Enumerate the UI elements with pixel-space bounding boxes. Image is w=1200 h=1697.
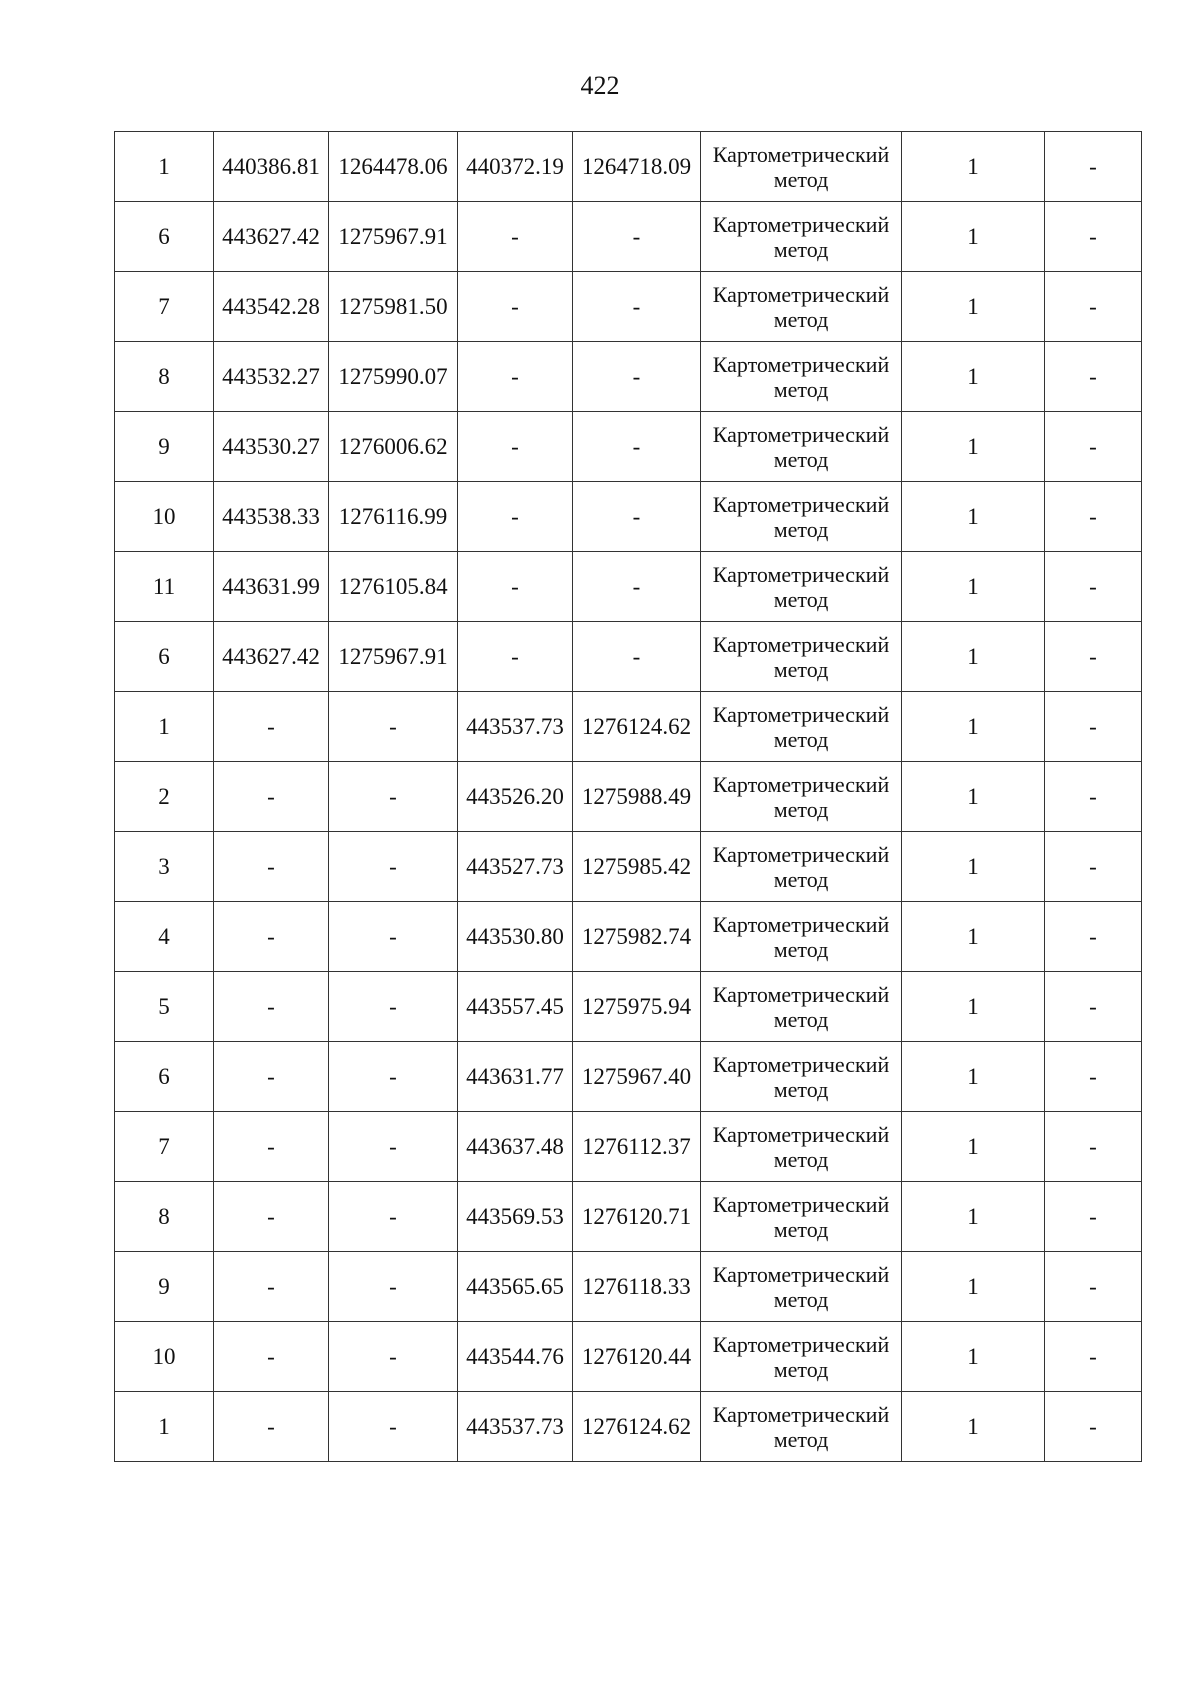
note-cell: - [1045, 622, 1142, 692]
existing-y-cell: 1276105.84 [329, 552, 458, 622]
accuracy-cell: 1 [902, 552, 1045, 622]
table-row [115, 1042, 1142, 1112]
existing-x-cell: 443627.42 [214, 202, 329, 272]
table-row [115, 972, 1142, 1042]
existing-x-cell: - [214, 972, 329, 1042]
new-y-cell: 1264718.09 [573, 132, 701, 202]
accuracy-cell: 1 [902, 272, 1045, 342]
accuracy-cell: 1 [902, 902, 1045, 972]
new-x-cell: - [458, 412, 573, 482]
existing-y-cell: 1275981.50 [329, 272, 458, 342]
existing-y-cell: 1276006.62 [329, 412, 458, 482]
existing-x-cell: - [214, 1042, 329, 1112]
existing-x-cell: 443530.27 [214, 412, 329, 482]
existing-x-cell: - [214, 1112, 329, 1182]
existing-x-cell: 443538.33 [214, 482, 329, 552]
table-row [115, 692, 1142, 762]
method-line-2: метод [773, 1356, 829, 1382]
note-cell: - [1045, 1182, 1142, 1252]
accuracy-cell: 1 [902, 622, 1045, 692]
accuracy-cell: 1 [902, 412, 1045, 482]
existing-x-cell: 443532.27 [214, 342, 329, 412]
table-row [115, 202, 1142, 272]
existing-y-cell: - [329, 832, 458, 902]
new-x-cell: 443557.45 [458, 972, 573, 1042]
method-line-2: метод [773, 516, 829, 542]
page-number: 422 [580, 71, 620, 100]
method-cell [701, 1392, 902, 1462]
accuracy-cell: 1 [902, 692, 1045, 762]
method-line-2: метод [773, 1146, 829, 1172]
table-row [115, 412, 1142, 482]
existing-y-cell: - [329, 972, 458, 1042]
existing-y-cell: 1264478.06 [329, 132, 458, 202]
note-cell: - [1045, 412, 1142, 482]
new-x-cell: - [458, 202, 573, 272]
method-line-1: Картометрический [712, 1191, 890, 1217]
note-cell: - [1045, 1322, 1142, 1392]
table-row [115, 622, 1142, 692]
point-number-cell: 9 [115, 412, 214, 482]
accuracy-cell: 1 [902, 482, 1045, 552]
new-y-cell: 1275985.42 [573, 832, 701, 902]
accuracy-cell: 1 [902, 972, 1045, 1042]
existing-y-cell: - [329, 692, 458, 762]
existing-y-cell: 1275967.91 [329, 202, 458, 272]
method-cell [701, 272, 902, 342]
existing-y-cell: - [329, 1252, 458, 1322]
existing-y-cell: - [329, 1112, 458, 1182]
new-y-cell: 1275967.40 [573, 1042, 701, 1112]
new-x-cell: 443569.53 [458, 1182, 573, 1252]
point-number-cell: 2 [115, 762, 214, 832]
accuracy-cell: 1 [902, 342, 1045, 412]
new-y-cell: 1276120.44 [573, 1322, 701, 1392]
table-row [115, 552, 1142, 622]
point-number-cell: 10 [115, 482, 214, 552]
method-line-1: Картометрический [712, 211, 890, 237]
note-cell: - [1045, 1392, 1142, 1462]
new-x-cell: 443537.73 [458, 1392, 573, 1462]
point-number-cell: 1 [115, 1392, 214, 1462]
method-cell [701, 552, 902, 622]
point-number-cell: 6 [115, 202, 214, 272]
note-cell: - [1045, 132, 1142, 202]
existing-x-cell: - [214, 762, 329, 832]
new-x-cell: - [458, 622, 573, 692]
method-line-1: Картометрический [712, 421, 890, 447]
existing-x-cell: - [214, 1392, 329, 1462]
method-line-2: метод [773, 1216, 829, 1242]
method-line-2: метод [773, 586, 829, 612]
new-y-cell: 1276112.37 [573, 1112, 701, 1182]
method-cell [701, 132, 902, 202]
note-cell: - [1045, 1252, 1142, 1322]
accuracy-cell: 1 [902, 1042, 1045, 1112]
method-line-2: метод [773, 166, 829, 192]
table-row [115, 1252, 1142, 1322]
new-y-cell: 1275988.49 [573, 762, 701, 832]
point-number-cell: 8 [115, 1182, 214, 1252]
new-y-cell: 1276120.71 [573, 1182, 701, 1252]
table-row [115, 1112, 1142, 1182]
new-x-cell: 443631.77 [458, 1042, 573, 1112]
table-body [115, 132, 1142, 1462]
method-line-2: метод [773, 1076, 829, 1102]
new-y-cell: - [573, 552, 701, 622]
new-x-cell: 443527.73 [458, 832, 573, 902]
method-line-2: метод [773, 1426, 829, 1452]
table-row [115, 1182, 1142, 1252]
new-y-cell: - [573, 622, 701, 692]
note-cell: - [1045, 202, 1142, 272]
method-line-1: Картометрический [712, 771, 890, 797]
new-x-cell: 443565.65 [458, 1252, 573, 1322]
method-cell [701, 1322, 902, 1392]
new-y-cell: 1276118.33 [573, 1252, 701, 1322]
method-cell [701, 622, 902, 692]
table-row [115, 272, 1142, 342]
method-cell [701, 342, 902, 412]
existing-x-cell: 443542.28 [214, 272, 329, 342]
accuracy-cell: 1 [902, 1112, 1045, 1182]
new-y-cell: 1276124.62 [573, 692, 701, 762]
method-cell [701, 1112, 902, 1182]
new-y-cell: - [573, 342, 701, 412]
table-row [115, 902, 1142, 972]
new-x-cell: - [458, 342, 573, 412]
new-x-cell: - [458, 272, 573, 342]
new-y-cell: - [573, 272, 701, 342]
table-row [115, 832, 1142, 902]
method-line-1: Картометрический [712, 491, 890, 517]
method-line-1: Картометрический [712, 1121, 890, 1147]
point-number-cell: 3 [115, 832, 214, 902]
method-line-2: метод [773, 1006, 829, 1032]
new-y-cell: 1276124.62 [573, 1392, 701, 1462]
new-x-cell: 443530.80 [458, 902, 573, 972]
method-line-2: метод [773, 446, 829, 472]
existing-x-cell: - [214, 1182, 329, 1252]
method-cell [701, 692, 902, 762]
point-number-cell: 7 [115, 272, 214, 342]
method-line-2: метод [773, 796, 829, 822]
existing-y-cell: 1275990.07 [329, 342, 458, 412]
note-cell: - [1045, 272, 1142, 342]
accuracy-cell: 1 [902, 832, 1045, 902]
note-cell: - [1045, 762, 1142, 832]
point-number-cell: 9 [115, 1252, 214, 1322]
method-cell [701, 202, 902, 272]
method-line-2: метод [773, 306, 829, 332]
existing-x-cell: 443627.42 [214, 622, 329, 692]
method-line-2: метод [773, 236, 829, 262]
note-cell: - [1045, 482, 1142, 552]
method-line-1: Картометрический [712, 1401, 890, 1427]
point-number-cell: 7 [115, 1112, 214, 1182]
existing-y-cell: - [329, 902, 458, 972]
point-number-cell: 6 [115, 622, 214, 692]
method-line-2: метод [773, 376, 829, 402]
existing-x-cell: 443631.99 [214, 552, 329, 622]
method-line-1: Картометрический [712, 1261, 890, 1287]
method-line-1: Картометрический [712, 281, 890, 307]
point-number-cell: 4 [115, 902, 214, 972]
new-x-cell: - [458, 552, 573, 622]
existing-y-cell: 1276116.99 [329, 482, 458, 552]
new-y-cell: 1275982.74 [573, 902, 701, 972]
new-x-cell: 443637.48 [458, 1112, 573, 1182]
new-x-cell: - [458, 482, 573, 552]
existing-y-cell: - [329, 1392, 458, 1462]
method-line-2: метод [773, 936, 829, 962]
method-line-1: Картометрический [712, 631, 890, 657]
coordinates-table [114, 131, 1142, 1462]
point-number-cell: 11 [115, 552, 214, 622]
method-cell [701, 902, 902, 972]
method-line-1: Картометрический [712, 1331, 890, 1357]
existing-y-cell: - [329, 1182, 458, 1252]
method-cell [701, 1042, 902, 1112]
new-y-cell: - [573, 482, 701, 552]
note-cell: - [1045, 1112, 1142, 1182]
existing-y-cell: - [329, 762, 458, 832]
new-y-cell: - [573, 202, 701, 272]
note-cell: - [1045, 552, 1142, 622]
note-cell: - [1045, 902, 1142, 972]
point-number-cell: 6 [115, 1042, 214, 1112]
method-line-1: Картометрический [712, 981, 890, 1007]
existing-x-cell: - [214, 902, 329, 972]
method-line-1: Картометрический [712, 911, 890, 937]
accuracy-cell: 1 [902, 762, 1045, 832]
note-cell: - [1045, 692, 1142, 762]
table-row [115, 1322, 1142, 1392]
method-line-2: метод [773, 866, 829, 892]
new-x-cell: 443544.76 [458, 1322, 573, 1392]
note-cell: - [1045, 832, 1142, 902]
method-cell [701, 1252, 902, 1322]
method-line-1: Картометрический [712, 1051, 890, 1077]
method-cell [701, 1182, 902, 1252]
existing-y-cell: - [329, 1322, 458, 1392]
accuracy-cell: 1 [902, 1392, 1045, 1462]
new-x-cell: 440372.19 [458, 132, 573, 202]
accuracy-cell: 1 [902, 202, 1045, 272]
accuracy-cell: 1 [902, 1252, 1045, 1322]
method-cell [701, 412, 902, 482]
point-number-cell: 10 [115, 1322, 214, 1392]
table-row [115, 1392, 1142, 1462]
table-row [115, 342, 1142, 412]
new-y-cell: 1275975.94 [573, 972, 701, 1042]
method-cell [701, 482, 902, 552]
table-row [115, 482, 1142, 552]
accuracy-cell: 1 [902, 1322, 1045, 1392]
existing-y-cell: 1275967.91 [329, 622, 458, 692]
note-cell: - [1045, 1042, 1142, 1112]
table-row [115, 132, 1142, 202]
method-line-2: метод [773, 726, 829, 752]
method-cell [701, 762, 902, 832]
table-row [115, 762, 1142, 832]
accuracy-cell: 1 [902, 1182, 1045, 1252]
existing-y-cell: - [329, 1042, 458, 1112]
method-line-1: Картометрический [712, 841, 890, 867]
existing-x-cell: - [214, 692, 329, 762]
point-number-cell: 1 [115, 692, 214, 762]
accuracy-cell: 1 [902, 132, 1045, 202]
point-number-cell: 8 [115, 342, 214, 412]
existing-x-cell: - [214, 1252, 329, 1322]
method-line-1: Картометрический [712, 701, 890, 727]
note-cell: - [1045, 972, 1142, 1042]
existing-x-cell: - [214, 1322, 329, 1392]
new-x-cell: 443537.73 [458, 692, 573, 762]
method-cell [701, 832, 902, 902]
method-line-2: метод [773, 1286, 829, 1312]
point-number-cell: 5 [115, 972, 214, 1042]
method-line-1: Картометрический [712, 351, 890, 377]
method-line-2: метод [773, 656, 829, 682]
method-line-1: Картометрический [712, 141, 890, 167]
note-cell: - [1045, 342, 1142, 412]
new-y-cell: - [573, 412, 701, 482]
method-line-1: Картометрический [712, 561, 890, 587]
new-x-cell: 443526.20 [458, 762, 573, 832]
method-cell [701, 972, 902, 1042]
existing-x-cell: 440386.81 [214, 132, 329, 202]
existing-x-cell: - [214, 832, 329, 902]
point-number-cell: 1 [115, 132, 214, 202]
